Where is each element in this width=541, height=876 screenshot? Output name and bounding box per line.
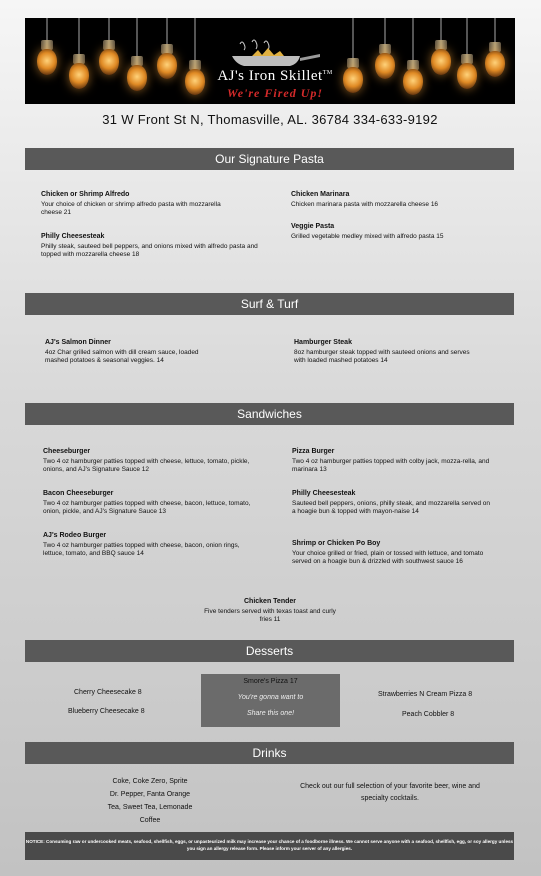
section-header-desserts: Desserts bbox=[25, 640, 514, 662]
menu-item: Chicken or Shrimp Alfredo Your choice of chicken or shrimp alfredo pasta with mozzarella cheese 21 bbox=[41, 191, 221, 216]
restaurant-tagline: We're Fired Up! bbox=[226, 86, 324, 100]
header-banner bbox=[25, 18, 515, 104]
section-header-pasta: Our Signature Pasta bbox=[25, 148, 514, 170]
menu-item: Philly Cheesesteak Sauteed bell peppers, onions, philly steak, and mozzarella served on a hoagie bun & topped with mayon-naise 14 bbox=[292, 490, 491, 515]
menu-item: Chicken Tender Five tenders served with texas toast and curly fries 11 bbox=[204, 598, 336, 623]
drinks-list bbox=[90, 775, 210, 827]
menu-item: Chicken Marinara Chicken marinara pasta with mozzarella cheese 16 bbox=[291, 191, 439, 208]
drink-line: Coke, Coke Zero, Sprite bbox=[112, 778, 188, 785]
menu-item: AJ's Rodeo Burger Two 4 oz hamburger patties topped with cheese, bacon, onion rings, lettuce, tomato, and BBQ sauce 14 bbox=[43, 532, 240, 557]
menu-item: Bacon Cheeseburger Two 4 oz hamburger patties topped with cheese, bacon, lettuce, tomato, onion, pickle, and AJ's Signature Sauce 13 bbox=[43, 490, 251, 515]
dessert-item: Strawberries N Cream Pizza 8 bbox=[378, 691, 473, 698]
menu-item: Veggie Pasta Grilled vegetable medley mixed with alfredo pasta 15 bbox=[291, 223, 444, 240]
section-header-surf-turf: Surf & Turf bbox=[25, 293, 514, 315]
featured-dessert-line: Share this one! bbox=[246, 710, 295, 717]
featured-dessert-box bbox=[201, 674, 340, 727]
address-line: 31 W Front St N, Thomasville, AL. 36784 334-633-9192 bbox=[102, 112, 438, 127]
skillet-logo-icon bbox=[230, 36, 320, 70]
featured-dessert-title: Smore's Pizza 17 bbox=[243, 678, 298, 685]
menu-item: Hamburger Steak 8oz hamburger steak topped with sauteed onions and serves with loaded mashed potatoes 14 bbox=[294, 339, 470, 364]
dessert-item: Blueberry Cheesecake 8 bbox=[68, 708, 145, 715]
menu-item: Philly Cheesesteak Philly steak, sauteed bell peppers, and onions mixed with alfredo pasta and topped with mozzarella cheese 18 bbox=[41, 233, 258, 258]
menu-item: Pizza Burger Two 4 oz hamburger patties topped with colby jack, mozza-rella, and marinara 13 bbox=[292, 448, 490, 473]
featured-dessert-line: You're gonna want to bbox=[237, 694, 304, 701]
menu-item: AJ's Salmon Dinner 4oz Char grilled salmon with dill cream sauce, loaded mashed potatoes & seasonal veggies. 14 bbox=[45, 339, 199, 364]
drinks-message: Check out our full selection of your favorite beer, wine and specialty cocktails. bbox=[300, 783, 480, 802]
menu-item: Cheeseburger Two 4 oz hamburger patties topped with cheese, lettuce, tomato, pickle, onions, and AJ's Signature Sauce 12 bbox=[43, 448, 250, 473]
allergy-notice: NOTICE: Consuming raw or undercooked meats, seafood, shellfish, eggs, or unpasteurized milk may increase your chance of a foodborne illness. We cannot serve anyone with a seafood, shellfish, egg, or soy allergy unless you sign an allergy release form. Please inform your server of any allergies. bbox=[25, 832, 514, 860]
drink-line: Dr. Pepper, Fanta Orange bbox=[109, 791, 191, 798]
restaurant-name: AJ's Iron Skillet™ bbox=[217, 68, 333, 84]
section-header-sandwiches: Sandwiches bbox=[25, 403, 514, 425]
dessert-item: Cherry Cheesecake 8 bbox=[74, 689, 142, 696]
drink-line: Tea, Sweet Tea, Lemonade bbox=[107, 804, 193, 811]
menu-item: Shrimp or Chicken Po Boy Your choice grilled or fried, plain or tossed with lettuce, and tomato served on a hoagie bun & drizzled with southwest sauce 16 bbox=[292, 540, 484, 565]
dessert-item: Peach Cobbler 8 bbox=[402, 711, 455, 718]
section-header-drinks: Drinks bbox=[25, 742, 514, 764]
drink-line: Coffee bbox=[139, 817, 161, 824]
